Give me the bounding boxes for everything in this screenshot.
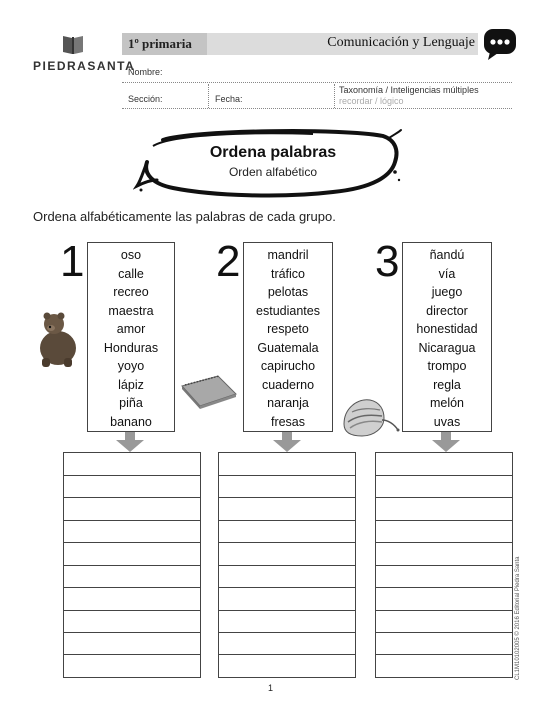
- answer-box[interactable]: [63, 452, 201, 678]
- group-number: 3: [375, 237, 400, 286]
- list-item: tráfico: [270, 266, 306, 281]
- list-item: recreo: [113, 285, 149, 299]
- group-number: 2: [216, 237, 241, 286]
- list-item: yoyo: [117, 359, 145, 373]
- chat-bubble-icon: [482, 27, 518, 61]
- list-item: juego: [431, 285, 463, 299]
- list-item: piña: [119, 396, 143, 410]
- group-number: 1: [60, 237, 85, 286]
- notebook-icon: [178, 372, 238, 410]
- down-arrow-icon: [116, 432, 144, 452]
- word-list-box: [243, 242, 333, 432]
- list-item: mandril: [267, 248, 309, 262]
- date-label: Fecha:: [215, 94, 243, 104]
- taxonomy-label: Taxonomía / Inteligencias múltiples: [339, 85, 479, 95]
- list-item: Nicaragua: [418, 340, 476, 355]
- subject-title: Comunicación y Lenguaje: [327, 35, 475, 50]
- bear-icon: [32, 310, 82, 368]
- list-item: naranja: [267, 396, 309, 410]
- field-divider: [334, 84, 335, 108]
- list-item: banano: [110, 414, 152, 429]
- list-item: lápiz: [118, 377, 144, 392]
- answer-box[interactable]: [218, 452, 356, 678]
- list-item: pelotas: [267, 285, 309, 299]
- name-label: Nombre:: [128, 67, 163, 77]
- list-item: respeto: [267, 322, 309, 336]
- section-date-field[interactable]: [122, 108, 512, 109]
- instruction-text: Ordena alfabéticamente las palabras de cada grupo.: [33, 209, 336, 224]
- taxonomy-values: recordar / lógico: [339, 96, 404, 106]
- banner-subtitle: Orden alfabético: [228, 165, 318, 179]
- list-item: trompo: [427, 359, 467, 373]
- list-item: ñandú: [429, 248, 465, 262]
- list-item: honestidad: [416, 322, 478, 336]
- side-copyright: CL1M10102005 © 2016 Editorial Piedra Santa: [515, 556, 521, 680]
- list-item: capirucho: [260, 359, 316, 373]
- grade-label: 1º primaria: [128, 36, 192, 51]
- page-number: 1: [268, 683, 274, 693]
- list-item: calle: [118, 266, 144, 281]
- section-label: Sección:: [128, 94, 163, 104]
- list-item: Honduras: [103, 340, 159, 355]
- list-item: oso: [120, 248, 142, 262]
- list-item: uvas: [433, 414, 461, 429]
- list-item: regla: [433, 377, 461, 392]
- down-arrow-icon: [273, 432, 301, 452]
- spinning-top-icon: [338, 396, 400, 438]
- book-logo-icon: [62, 33, 84, 55]
- list-item: melón: [429, 396, 465, 410]
- list-item: director: [426, 303, 468, 318]
- word-list-box: [402, 242, 492, 432]
- answer-box[interactable]: [375, 452, 513, 678]
- banner-title: Ordena palabras: [209, 144, 337, 161]
- list-item: vía: [438, 266, 456, 281]
- word-list-box: [87, 242, 175, 432]
- brand-logo: PIEDRASANTA: [33, 59, 136, 73]
- list-item: fresas: [270, 414, 306, 429]
- list-item: cuaderno: [261, 377, 315, 392]
- list-item: Guatemala: [257, 340, 319, 355]
- list-item: maestra: [108, 303, 154, 318]
- list-item: estudiantes: [256, 303, 320, 318]
- down-arrow-icon: [432, 432, 460, 452]
- list-item: amor: [116, 322, 146, 336]
- field-divider: [208, 84, 209, 108]
- name-field[interactable]: [122, 82, 512, 83]
